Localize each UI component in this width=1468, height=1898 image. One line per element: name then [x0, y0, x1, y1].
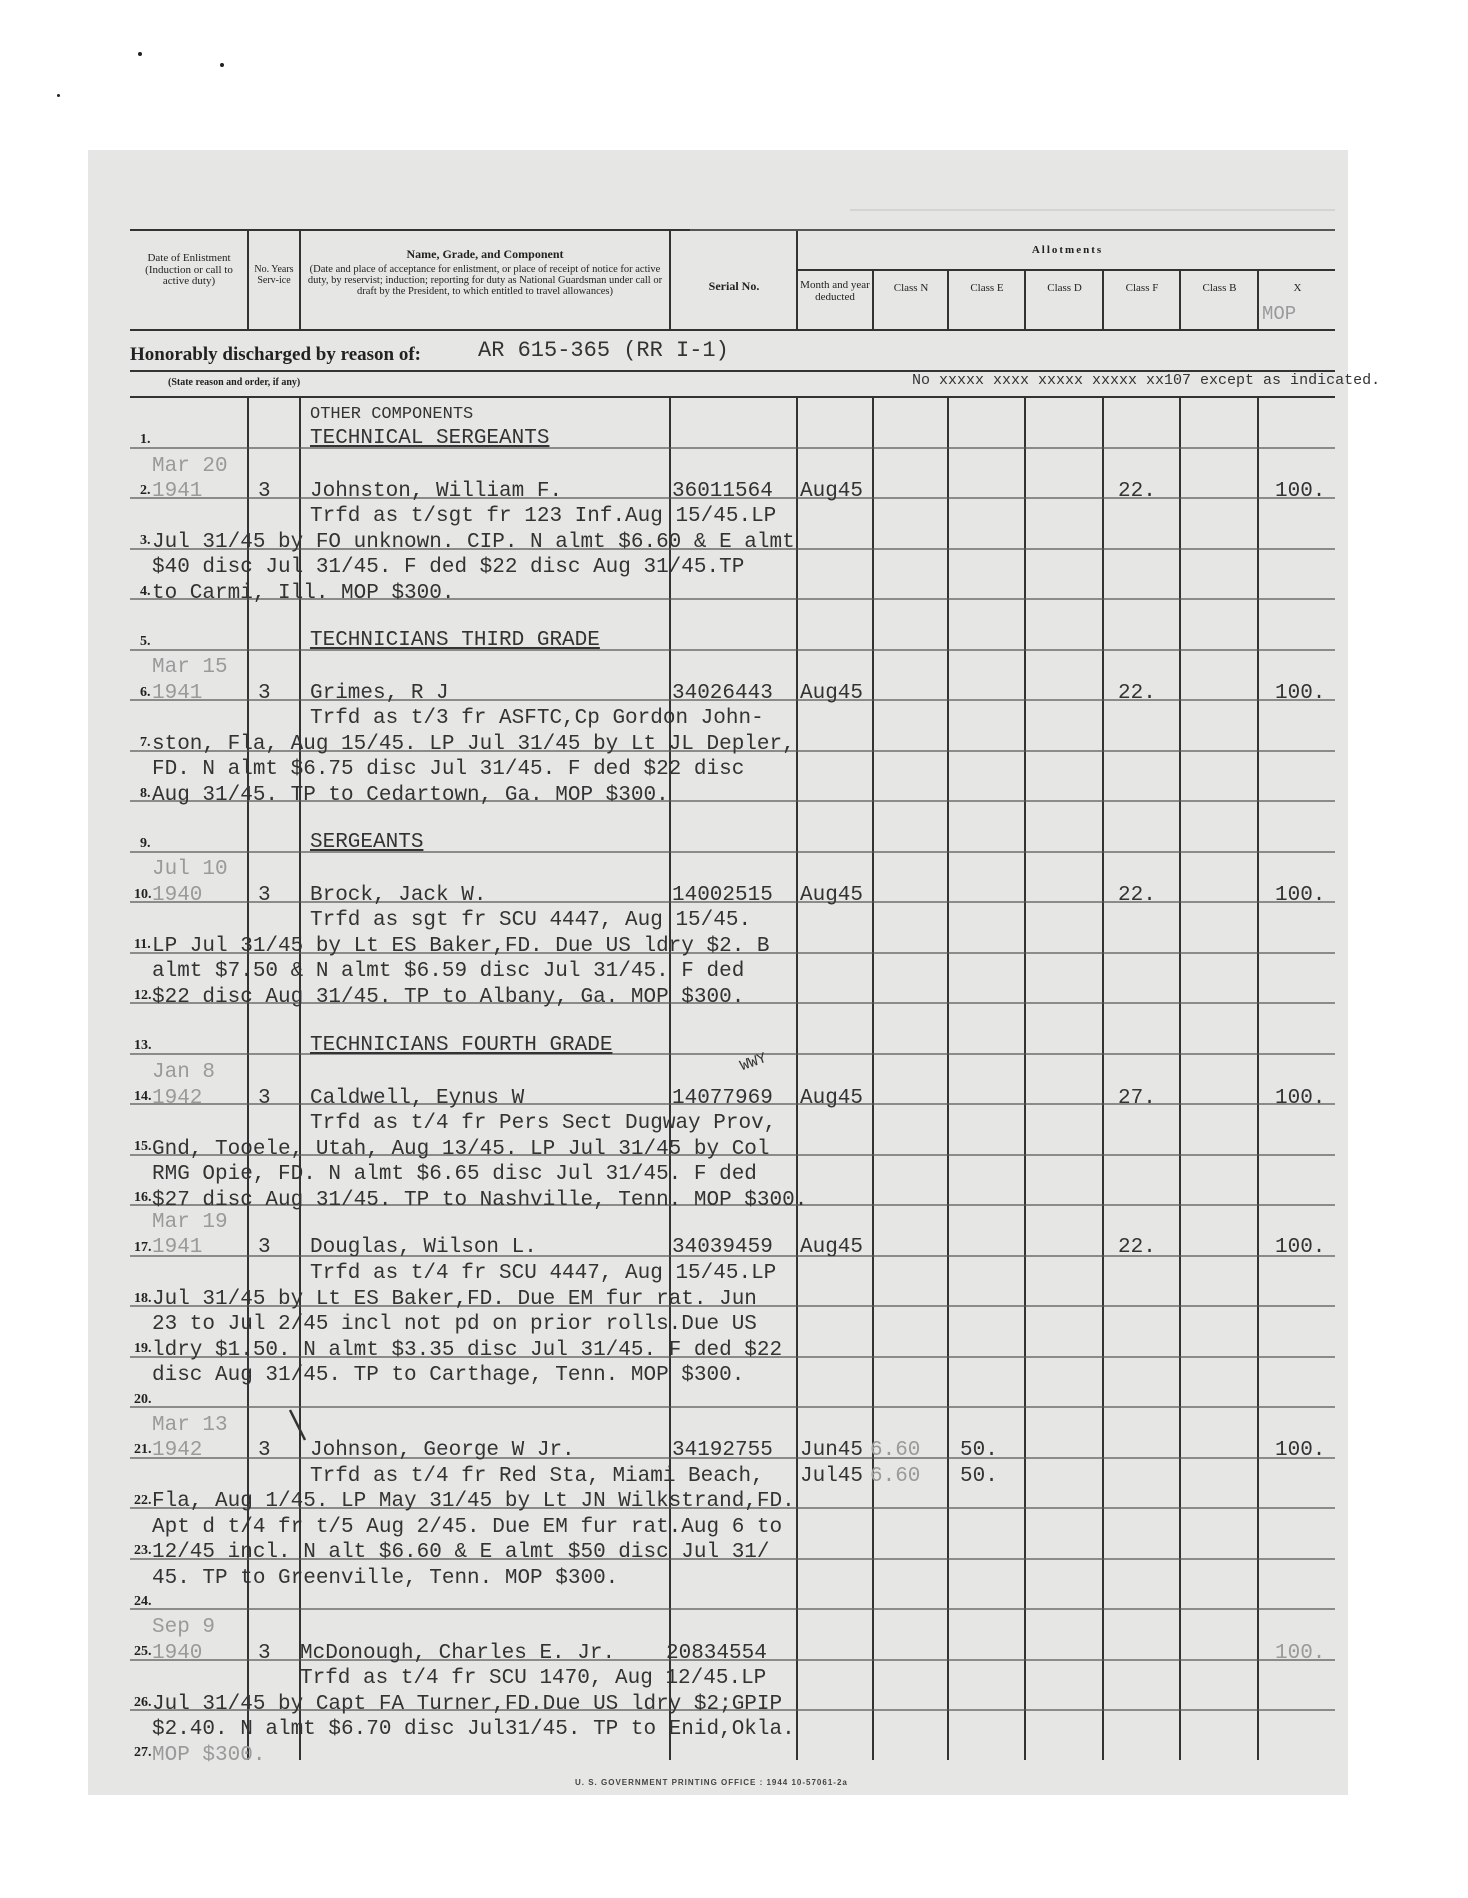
section-other-components: OTHER COMPONENTS — [310, 405, 474, 424]
line-number: 10. — [134, 887, 152, 902]
state-reason-note: (State reason and order, if any) — [168, 377, 301, 388]
mop-amount: 100. — [1275, 1439, 1326, 1462]
soldier-name: Johnson, George W Jr. — [310, 1439, 575, 1462]
month-deducted: Aug45 — [800, 884, 864, 907]
remarks-line: Aug 31/45. TP to Cedartown, Ga. MOP $300. — [152, 784, 669, 807]
class-f-amount: 27. — [1118, 1087, 1156, 1110]
line-number: 7. — [140, 735, 151, 750]
printing-office-footer: U. S. GOVERNMENT PRINTING OFFICE : 1944 10-57061-2a — [575, 1778, 848, 1787]
remarks-line: almt $7.50 & N almt $6.59 disc Jul 31/45. F ded — [152, 960, 745, 983]
section-technicians-fourth: TECHNICIANS FOURTH GRADE — [310, 1034, 613, 1057]
line-number: 9. — [140, 836, 151, 851]
line-number: 14. — [134, 1089, 152, 1104]
name-grade-note: (Date and place of acceptance for enlistment, or place of receipt of notice for active duty, by reservist; induction; reporting for duty as National Guardsman under call or draft by the President, to which entitled to travel allowances) — [307, 264, 663, 298]
line-number: 23. — [134, 1543, 152, 1558]
remarks-line: Trfd as sgt fr SCU 4447, Aug 15/45. — [310, 909, 752, 932]
line-number: 19. — [134, 1341, 152, 1356]
line-number: 17. — [134, 1240, 152, 1255]
class-f-header: Class F — [1125, 282, 1159, 294]
remarks-line: Trfd as t/sgt fr 123 Inf.Aug 15/45.LP — [310, 505, 777, 528]
remarks-line: ston, Fla, Aug 15/45. LP Jul 31/45 by Lt JL Depler, — [152, 733, 795, 756]
line-number: 3. — [140, 533, 151, 548]
section-sergeants: SERGEANTS — [310, 831, 424, 854]
mop-header: MOP — [1262, 303, 1297, 325]
month-deducted: Aug45 — [800, 480, 864, 503]
class-b-header: Class B — [1202, 282, 1237, 294]
mop-amount: 100. — [1275, 884, 1326, 907]
date-of-enlistment-header: Date of Enlistment (Induction or call to active duty) — [145, 252, 233, 288]
remarks-line: 23 to Jul 2/45 incl not pd on prior rolls.Due US — [152, 1313, 757, 1336]
class-f-amount: 22. — [1118, 1236, 1156, 1259]
line-number: 11. — [134, 937, 151, 952]
enlistment-date: Mar 15 — [152, 656, 228, 679]
line-number: 26. — [134, 1695, 152, 1710]
remarks-line: $2.40. N almt $6.70 disc Jul31/45. TP to Enid,Okla. — [152, 1718, 795, 1741]
soldier-name: Johnston, William F. — [310, 480, 563, 503]
enlistment-date: Sep 9 — [152, 1616, 216, 1639]
class-n-amount: 6.60 — [870, 1439, 921, 1462]
class-e-header: Class E — [970, 282, 1004, 294]
remarks-line: ldry $1.50. N almt $3.35 disc Jul 31/45. F ded $22 — [152, 1339, 783, 1362]
allotments-header: Allotments — [1031, 244, 1104, 256]
serial-number: 20834554 — [666, 1642, 767, 1665]
enlistment-year: 1942 — [152, 1439, 203, 1462]
section-technicians-third: TECHNICIANS THIRD GRADE — [310, 629, 600, 652]
years-service: 3 — [258, 480, 271, 503]
years-service: 3 — [258, 884, 271, 907]
class-f-amount: 22. — [1118, 682, 1156, 705]
remarks-line: Jul 31/45 by Lt ES Baker,FD. Due EM fur rat. Jun — [152, 1288, 757, 1311]
soldier-name: Caldwell, Eynus W — [310, 1087, 525, 1110]
class-e-amount: 50. — [960, 1439, 998, 1462]
line-number: 21. — [134, 1442, 152, 1457]
remarks-line: Trfd as t/4 fr Pers Sect Dugway Prov, — [310, 1112, 777, 1135]
mop-amount: 100. — [1275, 1087, 1326, 1110]
line-number: 22. — [134, 1493, 152, 1508]
remarks-line: Jul 31/45 by Capt FA Turner,FD.Due US ldry $2;GPIP — [152, 1693, 783, 1716]
soldier-name: Douglas, Wilson L. — [310, 1236, 537, 1259]
line-number: 8. — [140, 786, 151, 801]
remarks-line: Trfd as t/4 fr SCU 1470, Aug 12/45.LP — [300, 1667, 767, 1690]
class-f-amount: 22. — [1118, 884, 1156, 907]
remarks-line: Trfd as t/4 fr Red Sta, Miami Beach, — [310, 1465, 764, 1488]
serial-number: 14002515 — [672, 884, 773, 907]
remarks-line: FD. N almt $6.75 disc Jul 31/45. F ded $22 disc — [152, 758, 745, 781]
serial-number: 34026443 — [672, 682, 773, 705]
mop-amount: 100. — [1275, 682, 1326, 705]
month-deducted: Aug45 — [800, 1087, 864, 1110]
line-number: 13. — [134, 1038, 152, 1053]
years-service: 3 — [258, 1439, 271, 1462]
remarks-line: RMG Opie, FD. N almt $6.65 disc Jul 31/45. F ded — [152, 1163, 757, 1186]
remarks-line: Apt d t/4 fr t/5 Aug 2/45. Due EM fur rat.Aug 6 to — [152, 1516, 783, 1539]
name-grade-header: Name, Grade, and Component — [406, 247, 564, 261]
remarks-line: Trfd as t/4 fr SCU 4447, Aug 15/45.LP — [310, 1262, 777, 1285]
line-number: 6. — [140, 685, 151, 700]
discharge-reason: AR 615-365 (RR I-1) — [478, 338, 729, 363]
line-number: 12. — [134, 988, 152, 1003]
serial-number: 36011564 — [672, 480, 773, 503]
years-service: 3 — [258, 682, 271, 705]
line-number: 5. — [140, 634, 151, 649]
enlistment-year: 1940 — [152, 1642, 203, 1665]
line-number: 16. — [134, 1190, 152, 1205]
line-number: 2. — [140, 483, 151, 498]
class-f-amount: 22. — [1118, 480, 1156, 503]
remarks-line: disc Aug 31/45. TP to Carthage, Tenn. MOP $300. — [152, 1364, 745, 1387]
soldier-name: Grimes, R J — [310, 682, 449, 705]
line-number: 18. — [134, 1291, 152, 1306]
handwritten-initials: WWY — [737, 1049, 770, 1076]
class-x-header: X — [1293, 282, 1302, 294]
line-number: 4. — [140, 584, 151, 599]
remarks-line: to Carmi, Ill. MOP $300. — [152, 582, 455, 605]
remarks-line: Gnd, Tooele, Utah, Aug 13/45. LP Jul 31/45 by Col — [152, 1138, 770, 1161]
soldier-name: McDonough, Charles E. Jr. — [300, 1642, 616, 1665]
enlistment-date: Mar 19 — [152, 1211, 228, 1234]
remarks-line: $22 disc Aug 31/45. TP to Albany, Ga. MOP $300. — [152, 986, 745, 1009]
line-number: 25. — [134, 1644, 152, 1659]
remarks-line: Fla, Aug 1/45. LP May 31/45 by Lt JN Wilkstrand,FD. — [152, 1490, 795, 1513]
enlistment-year: 1940 — [152, 884, 203, 907]
enlistment-date: Mar 20 — [152, 455, 228, 478]
month-deducted: Jun45 — [800, 1439, 864, 1462]
month-deducted: Aug45 — [800, 1236, 864, 1259]
mop-amount: 100. — [1275, 480, 1326, 503]
class-n-header: Class N — [893, 282, 929, 294]
serial-number: 34192755 — [672, 1439, 773, 1462]
years-service-header: No. Years Serv-ice — [254, 264, 294, 286]
remarks-line: Trfd as t/3 fr ASFTC,Cp Gordon John- — [310, 707, 764, 730]
enlistment-year: 1941 — [152, 480, 203, 503]
enlistment-year: 1941 — [152, 682, 203, 705]
discharge-right-note: No xxxxx xxxx xxxxx xxxxx xx107 except as indicated. — [912, 372, 1381, 389]
line-number: 27. — [134, 1745, 152, 1760]
mop-amount: 100. — [1275, 1236, 1326, 1259]
class-d-header: Class D — [1047, 282, 1082, 294]
enlistment-date: Jul 10 — [152, 858, 228, 881]
remarks-line: $40 disc Jul 31/45. F ded $22 disc Aug 31/45.TP — [152, 556, 745, 579]
class-e-amount: 50. — [960, 1465, 998, 1488]
years-service: 3 — [258, 1642, 271, 1665]
serial-number: 14077969 — [672, 1087, 773, 1110]
discharge-label: Honorably discharged by reason of: — [130, 344, 422, 365]
line-number: 20. — [134, 1392, 152, 1407]
remarks-line: $27 disc Aug 31/45. TP to Nashville, Tenn. MOP $300. — [152, 1189, 808, 1212]
enlistment-year: 1941 — [152, 1236, 203, 1259]
years-service: 3 — [258, 1087, 271, 1110]
month-deducted-header: Month and year deducted — [800, 279, 870, 303]
enlistment-year: 1942 — [152, 1087, 203, 1110]
line-number: 24. — [134, 1594, 152, 1609]
remarks-line: 12/45 incl. N alt $6.60 & E almt $50 disc Jul 31/ — [152, 1541, 770, 1564]
years-service: 3 — [258, 1236, 271, 1259]
soldier-name: Brock, Jack W. — [310, 884, 487, 907]
section-technical-sergeants: TECHNICAL SERGEANTS — [310, 427, 550, 450]
remarks-line: MOP $300. — [152, 1744, 266, 1767]
line-number: 1. — [140, 432, 151, 447]
class-n-amount: 6.60 — [870, 1465, 921, 1488]
serial-number: 34039459 — [672, 1236, 773, 1259]
remarks-line: LP Jul 31/45 by Lt ES Baker,FD. Due US ldry $2. B — [152, 935, 770, 958]
enlistment-date: Mar 13 — [152, 1414, 228, 1437]
remarks-line: Jul 31/45 by FO unknown. CIP. N almt $6.60 & E almt — [152, 531, 795, 554]
remarks-line: 45. TP to Greenville, Tenn. MOP $300. — [152, 1567, 619, 1590]
line-number: 15. — [134, 1139, 152, 1154]
mop-amount: 100. — [1275, 1642, 1326, 1665]
month-deducted: Aug45 — [800, 682, 864, 705]
enlistment-date: Jan 8 — [152, 1061, 216, 1084]
serial-header: Serial No. — [708, 279, 760, 293]
month-deducted: Jul45 — [800, 1465, 864, 1488]
